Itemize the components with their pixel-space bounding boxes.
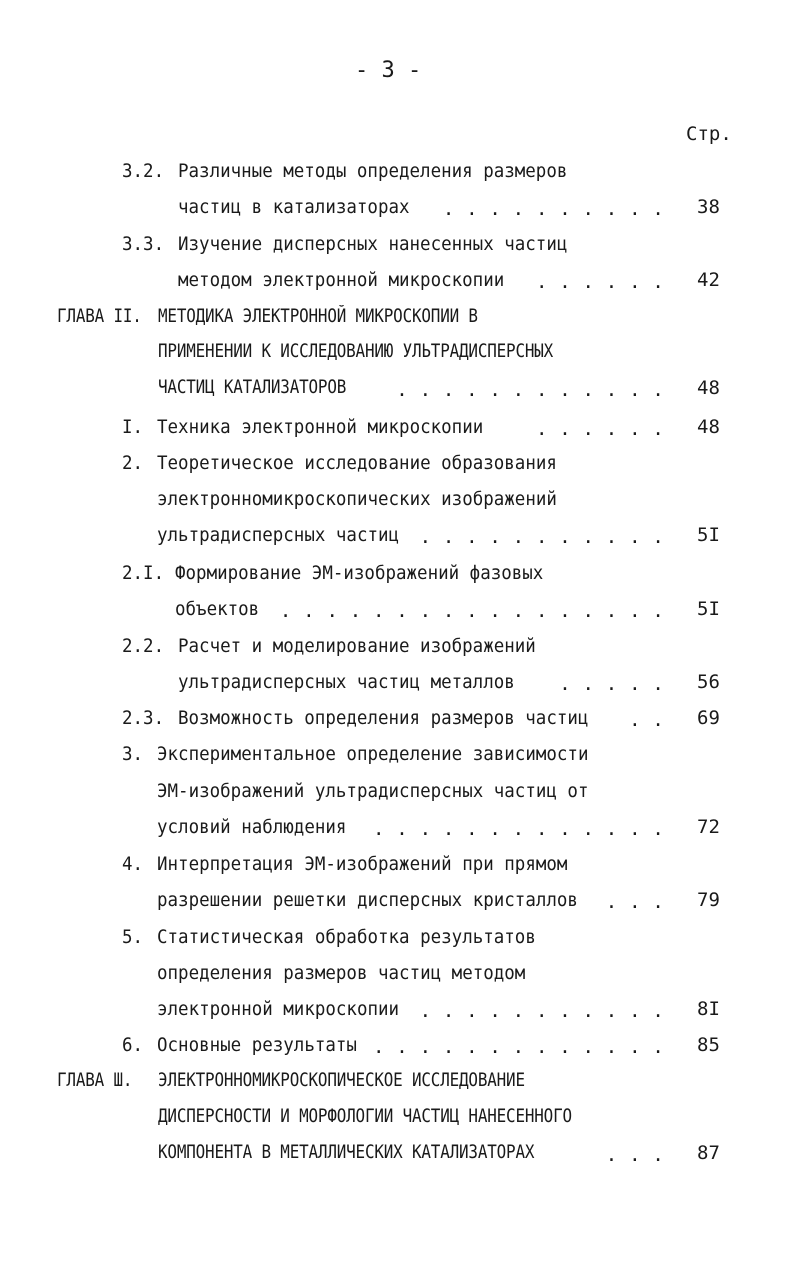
leader-dots (550, 673, 664, 697)
entry-title-line: Различные методы определения размеров (178, 160, 568, 182)
entry-page: 69 (697, 707, 720, 729)
entry-title-line: электронной микроскопии (157, 998, 400, 1020)
leader-dots (392, 379, 664, 403)
entry-page: 8I (697, 998, 720, 1020)
entry-title-line: частиц в катализаторах (178, 196, 410, 218)
leader-dots (618, 709, 664, 733)
entry-title-line: ультрадисперсных частиц (157, 524, 400, 546)
leader-dots (416, 1000, 664, 1024)
entry-number: 2.I. (122, 562, 165, 584)
entry-number: 2. (122, 452, 144, 474)
entry-title-line: ЭМ-изображений ультрадисперсных частиц от (157, 780, 589, 802)
entry-page: 48 (697, 377, 720, 399)
leader-dots (522, 418, 664, 442)
entry-page: 72 (697, 816, 720, 838)
entry-number: 6. (122, 1034, 144, 1056)
chapter-title-line: ЧАСТИЦ КАТАЛИЗАТОРОВ (158, 377, 347, 398)
page-number: - 3 - (355, 58, 422, 83)
entry-title-line: электронномикроскопических изображений (157, 488, 557, 510)
leader-dots (606, 891, 664, 915)
entry-page: 79 (697, 889, 720, 911)
entry-title-line: Расчет и моделирование изображений (178, 635, 536, 657)
chapter-title-line: ДИСПЕРСНОСТИ И МОРФОЛОГИИ ЧАСТИЦ НАНЕСЕННОГО (158, 1106, 572, 1127)
entry-page: 5I (697, 598, 720, 620)
entry-title-line: Техника электронной микроскопии (157, 416, 484, 438)
page-column-header: Стр. (686, 123, 732, 145)
entry-title-line: разрешении решетки дисперсных кристаллов (157, 889, 578, 911)
chapter-number: ГЛАВА Ш. (57, 1070, 133, 1091)
entry-page: 85 (697, 1034, 720, 1056)
chapter-title-line: ЭЛЕКТРОННОМИКРОСКОПИЧЕСКОЕ ИССЛЕДОВАНИЕ (158, 1070, 525, 1091)
entry-title-line: Основные результаты (157, 1034, 357, 1056)
entry-title-line: Статистическая обработка результатов (157, 926, 536, 948)
entry-title-line: Изучение дисперсных нанесенных частиц (178, 233, 568, 255)
entry-title-line: Формирование ЭМ-изображений фазовых (175, 562, 544, 584)
leader-dots (272, 600, 664, 624)
entry-number: 3.2. (122, 160, 165, 182)
entry-title-line: ультрадисперсных частиц металлов (178, 671, 515, 693)
leader-dots (364, 818, 664, 842)
chapter-number: ГЛАВА II. (57, 306, 142, 327)
entry-title-line: условий наблюдения (157, 816, 347, 838)
entry-title-line: Экспериментальное определение зависимости (157, 743, 589, 765)
entry-page: 48 (697, 416, 720, 438)
leader-dots (436, 198, 664, 222)
entry-page: 87 (697, 1142, 720, 1164)
entry-page: 56 (697, 671, 720, 693)
entry-number: 2.2. (122, 635, 165, 657)
chapter-title-line: КОМПОНЕНТА В МЕТАЛЛИЧЕСКИХ КАТАЛИЗАТОРАХ (158, 1142, 535, 1163)
entry-page: 5I (697, 524, 720, 546)
leader-dots (416, 526, 664, 550)
leader-dots (540, 271, 664, 295)
entry-title-line: Теоретическое исследование образования (157, 452, 557, 474)
leader-dots (606, 1144, 664, 1168)
leader-dots (376, 1036, 664, 1060)
entry-page: 38 (697, 196, 720, 218)
entry-number: 2.3. (122, 707, 165, 729)
entry-page: 42 (697, 269, 720, 291)
entry-number: 5. (122, 926, 144, 948)
entry-title-line: методом электронной микроскопии (178, 269, 505, 291)
entry-title-line: Возможность определения размеров частиц (178, 707, 589, 729)
entry-number: 3.3. (122, 233, 165, 255)
entry-title-line: определения размеров частиц методом (157, 962, 526, 984)
entry-title-line: объектов (175, 598, 260, 620)
entry-title-line: Интерпретация ЭМ-изображений при прямом (157, 853, 568, 875)
entry-number: 4. (122, 853, 144, 875)
chapter-title-line: МЕТОДИКА ЭЛЕКТРОННОЙ МИКРОСКОПИИ В (158, 306, 478, 327)
entry-number: I. (122, 416, 144, 438)
entry-number: 3. (122, 743, 144, 765)
chapter-title-line: ПРИМЕНЕНИИ К ИССЛЕДОВАНИЮ УЛЬТРАДИСПЕРСНЫХ (158, 341, 554, 362)
